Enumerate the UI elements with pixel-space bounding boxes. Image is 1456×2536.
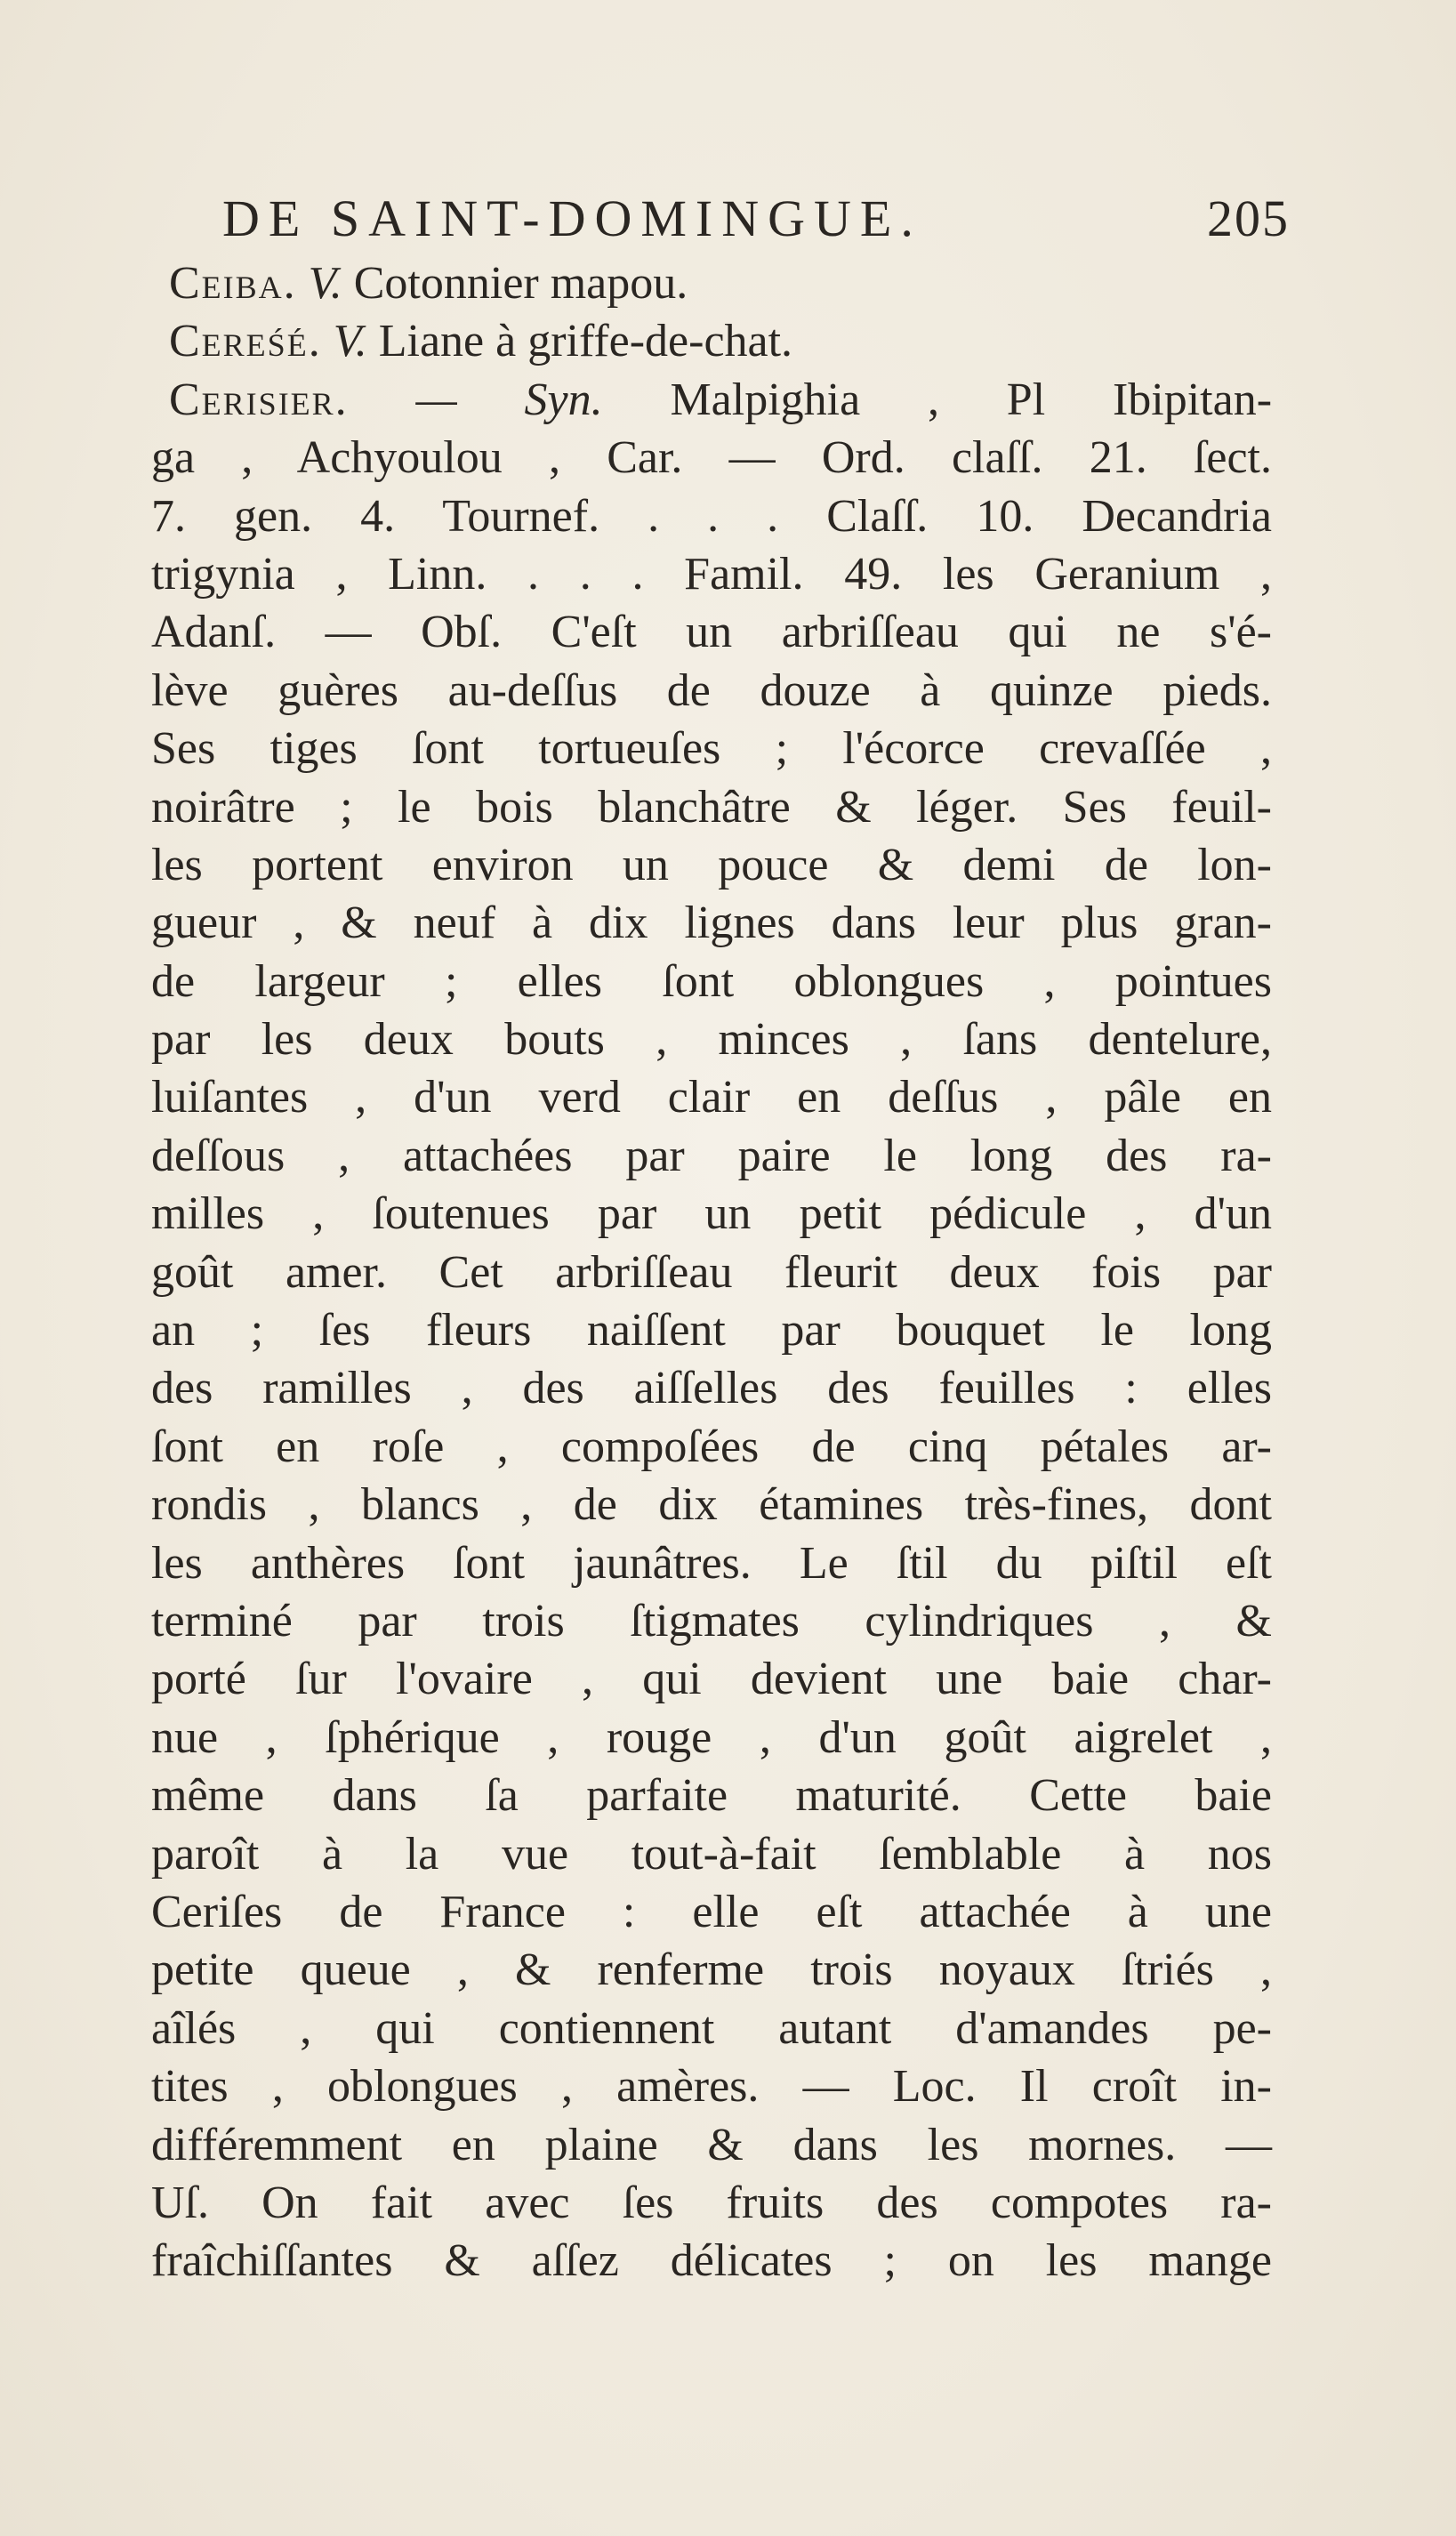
text-line: porté ſur l'ovaire , qui devient une baie char- bbox=[151, 1654, 1272, 1705]
entry-text: Cotonnier mapou. bbox=[353, 258, 688, 309]
text-line: lève guères au-deſſus de douze à quinze pieds. bbox=[151, 664, 1272, 716]
text-line: aîlés , qui contiennent autant d'amandes pe- bbox=[151, 2002, 1272, 2054]
page-number: 205 bbox=[1207, 189, 1290, 247]
running-head: DE SAINT-DOMINGUE. bbox=[222, 189, 922, 247]
text-line: fraîchiſſantes & aſſez délicates ; on les mange bbox=[151, 2235, 1272, 2287]
entry-ref: — Syn. bbox=[415, 374, 603, 425]
entry-ceiba bbox=[151, 254, 1272, 312]
text-line: 7. gen. 4. Tournef. . . . Claſſ. 10. Decandria bbox=[151, 490, 1272, 542]
text-line: terminé par trois ſtigmates cylindriques , & bbox=[151, 1595, 1272, 1646]
text-line: des ramilles , des aiſſelles des feuilles : elles bbox=[151, 1363, 1272, 1414]
text-line: les anthères ſont jaunâtres. Le ſtil du piſtil eſt bbox=[151, 1537, 1272, 1589]
text-line: différemment en plaine & dans les mornes. — bbox=[151, 2119, 1272, 2170]
body-text bbox=[151, 254, 1272, 2290]
entry-term: Ceiba. bbox=[169, 258, 297, 309]
text-line: les portent environ un pouce & demi de lon- bbox=[151, 839, 1272, 890]
text-line: Ceriſes de France : elle eſt attachée à une bbox=[151, 1886, 1272, 1937]
text-line: luiſantes , d'un verd clair en deſſus , pâle en bbox=[151, 1072, 1272, 1123]
entry-text: Liane à griffe-de-chat. bbox=[378, 316, 793, 367]
text-line: Adanſ. — Obſ. C'eſt un arbriſſeau qui ne s'é- bbox=[151, 607, 1272, 658]
entry-text: Malpighia , Pl Ibipitan- bbox=[670, 374, 1273, 425]
entry-term: Cereśé. bbox=[169, 316, 322, 367]
text-line: par les deux bouts , minces , ſans dentelure, bbox=[151, 1014, 1272, 1066]
text-line: trigynia , Linn. . . . Famil. 49. les Geranium , bbox=[151, 548, 1272, 600]
entry-ref: V. bbox=[308, 258, 342, 309]
text-line: noirâtre ; le bois blanchâtre & léger. Ses feuil- bbox=[151, 781, 1272, 833]
text-line: Ses tiges ſont tortueuſes ; l'écorce crevaſſée , bbox=[151, 723, 1272, 775]
text-line: deſſous , attachées par paire le long des ra- bbox=[151, 1130, 1272, 1181]
text-line: nue , ſphérique , rouge , d'un goût aigrelet , bbox=[151, 1711, 1272, 1763]
text-line: de largeur ; elles ſont oblongues , pointues bbox=[151, 955, 1272, 1007]
text-line: gueur , & neuf à dix lignes dans leur plus gran- bbox=[151, 898, 1272, 949]
text-line: Uſ. On fait avec ſes fruits des compotes ra- bbox=[151, 2177, 1272, 2228]
text-line: petite queue , & renferme trois noyaux ſtriés , bbox=[151, 1944, 1272, 1996]
entry-term: Cerisier. bbox=[169, 374, 349, 425]
text-line: ga , Achyoulou , Car. — Ord. claſſ. 21. ſect. bbox=[151, 432, 1272, 484]
entry-cerese bbox=[151, 312, 1272, 370]
text-line: goût amer. Cet arbriſſeau fleurit deux fois par bbox=[151, 1246, 1272, 1298]
page-header bbox=[222, 189, 1290, 251]
text-line: ſont en roſe , compoſées de cinq pétales ar- bbox=[151, 1421, 1272, 1472]
entry-ref: V. bbox=[333, 316, 367, 367]
text-line: même dans ſa parfaite maturité. Cette baie bbox=[151, 1770, 1272, 1822]
text-line: milles , ſoutenues par un petit pédicule , d'un bbox=[151, 1188, 1272, 1240]
entry-cerisier bbox=[151, 371, 1272, 429]
text-line: rondis , blancs , de dix étamines très-fines, dont bbox=[151, 1479, 1272, 1531]
text-line: paroît à la vue tout-à-fait ſemblable à nos bbox=[151, 1828, 1272, 1880]
text-line: tites , oblongues , amères. — Loc. Il croît in- bbox=[151, 2061, 1272, 2113]
text-line: an ; ſes fleurs naiſſent par bouquet le long bbox=[151, 1305, 1272, 1357]
